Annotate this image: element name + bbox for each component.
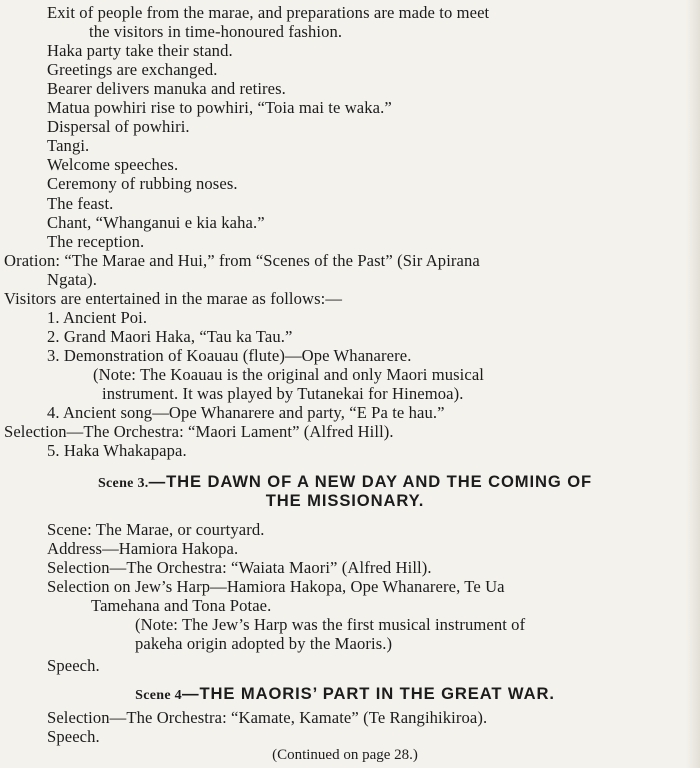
program-line: Address—Hamiora Hakopa.: [47, 539, 239, 558]
program-line: Speech.: [47, 656, 100, 675]
program-line: Selection—The Orchestra: “Kamate, Kamate” (Te Rangihikiroa).: [47, 708, 488, 727]
program-line: Speech.: [47, 727, 100, 746]
program-line: Selection—The Orchestra: “Waiata Maori” (Alfred Hill).: [47, 558, 432, 577]
scene-3-label: Scene 3.: [97, 476, 149, 491]
program-line: the visitors in time-honoured fashion.: [89, 22, 343, 41]
page-edge-shadow: [686, 0, 700, 768]
oration-line: Oration: “The Marae and Hui,” from “Scenes of the Past” (Sir Apirana: [4, 251, 480, 270]
note-line: pakeha origin adopted by the Maoris.): [135, 634, 393, 653]
program-line: Chant, “Whanganui e kia kaha.”: [47, 213, 265, 232]
program-line: The feast.: [47, 194, 114, 213]
list-item: 2. Grand Maori Haka, “Tau ka Tau.”: [47, 327, 293, 346]
scene-4-heading: [0, 684, 690, 706]
program-line: Welcome speeches.: [47, 155, 179, 174]
program-line: Tamehana and Tona Potae.: [91, 596, 272, 615]
program-line: Greetings are exchanged.: [47, 60, 218, 79]
list-item: 1. Ancient Poi.: [47, 308, 148, 327]
list-item: 3. Demonstration of Koauau (flute)—Ope Whanarere.: [47, 346, 412, 365]
program-line: The reception.: [47, 232, 145, 251]
scene-3-heading-line2: THE MISSIONARY.: [265, 491, 425, 510]
oration-line: Ngata).: [47, 270, 97, 289]
program-line: Scene: The Marae, or courtyard.: [47, 520, 265, 539]
program-line: Bearer delivers manuka and retires.: [47, 79, 286, 98]
program-line: Tangi.: [47, 136, 90, 155]
program-line: Visitors are entertained in the marae as follows:—: [4, 289, 343, 308]
scene-3-title: —THE DAWN OF A NEW DAY AND THE COMING OF: [148, 472, 593, 491]
list-item: 5. Haka Whakapapa.: [47, 441, 187, 460]
program-line: Ceremony of rubbing noses.: [47, 174, 238, 193]
program-line: Haka party take their stand.: [47, 41, 233, 60]
continued-note: (Continued on page 28.): [272, 747, 418, 763]
note-line: (Note: The Koauau is the original and only Maori musical: [93, 365, 485, 384]
program-line: Dispersal of powhiri.: [47, 117, 190, 136]
program-line: Selection on Jew’s Harp—Hamiora Hakopa, Ope Whanarere, Te Ua: [47, 577, 505, 596]
program-line: Exit of people from the marae, and preparations are made to meet: [47, 3, 490, 22]
scene-4-title: —THE MAORIS’ PART IN THE GREAT WAR.: [181, 684, 555, 703]
note-line: instrument. It was played by Tutanekai for Hinemoa).: [102, 384, 464, 403]
scene-4-label: Scene 4: [135, 688, 182, 703]
list-item: 4. Ancient song—Ope Whanarere and party, “E Pa te hau.”: [47, 403, 445, 422]
program-line: Selection—The Orchestra: “Maori Lament” (Alfred Hill).: [4, 422, 394, 441]
program-line: Matua powhiri rise to powhiri, “Toia mai te waka.”: [47, 98, 392, 117]
note-line: (Note: The Jew’s Harp was the first musical instrument of: [135, 615, 526, 634]
